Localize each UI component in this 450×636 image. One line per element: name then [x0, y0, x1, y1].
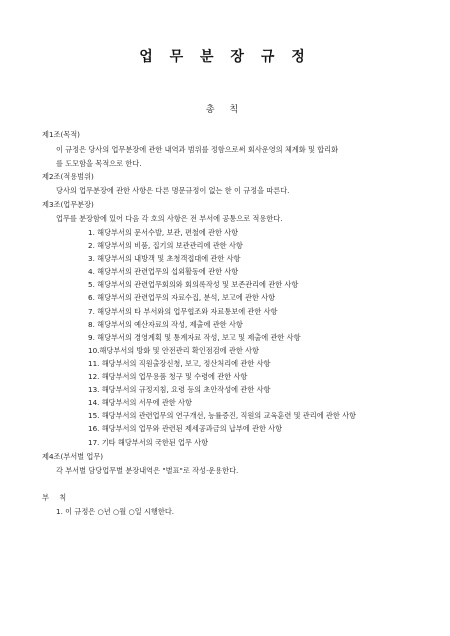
list-item: 17. 기타 해당부서의 국한된 업무 사항	[88, 437, 209, 447]
list-item: 13. 해당부서의 규정지침, 요령 등의 초안작성에 관한 사항	[88, 385, 271, 395]
supplementary-item-1: 1. 이 규정은 ○년 ○월 ○일 시행한다.	[56, 507, 175, 516]
article-2-body: 당사의 업무분장에 관한 사항은 다른 명문규정이 없는 한 이 규정을 따른다.	[56, 186, 290, 195]
list-item: 10.해당부서의 방화 및 안전관리 확인점검에 관한 사항	[88, 345, 259, 355]
article-3-heading: 제3조(업무분장)	[42, 200, 94, 209]
list-item: 9. 해당부서의 경영계획 및 통계자료 작성, 보고 및 제출에 관한 사항	[88, 332, 301, 342]
article-3-item-list	[88, 228, 356, 451]
document-title: 업 무 분 장 규 정	[139, 49, 311, 65]
article-1-body-line-1: 이 규정은 당사의 업무분장에 관한 내역과 범위를 정함으로써 회사운영의 체계화 및 합리화	[56, 145, 339, 154]
article-2-heading: 제2조(적용범위)	[42, 172, 94, 181]
article-4-heading: 제4조(부서별 업무)	[42, 452, 104, 461]
list-item: 5. 해당부서의 관련업무회의와 회의록작성 및 보존관리에 관한 사항	[88, 280, 299, 290]
list-item: 2. 해당부서의 비품, 집기의 보관관리에 관한 사항	[88, 241, 243, 251]
list-item: 8. 해당부서의 예산자료의 작성, 제출에 관한 사항	[88, 319, 243, 329]
section-title-general: 총 칙	[205, 105, 245, 115]
list-item: 7. 해당부서의 타 부서와의 업무협조와 자료통보에 관한 사항	[88, 306, 278, 316]
list-item: 6. 해당부서의 관련업무의 자료수집, 분석, 보고에 관한 사항	[88, 293, 276, 303]
list-item: 15. 해당부서의 관련업무의 연구개선, 능률증진, 직원의 교육훈련 및 관리에 관한 사항	[88, 411, 356, 421]
list-item: 11. 해당부서의 직원출장신청, 보고, 정산처리에 관한 사항	[88, 358, 271, 368]
list-item: 1. 해당부서의 문서수발, 보관, 편철에 관한 사항	[88, 228, 239, 237]
article-3-body: 업무를 분장함에 있어 다음 각 호의 사항은 전 부서에 공통으로 적용한다.	[56, 214, 283, 223]
supplementary-heading: 부 칙	[42, 493, 71, 502]
list-item: 14. 해당부서의 서무에 관한 사항	[88, 398, 192, 408]
list-item: 12. 해당부서의 업무용품 청구 및 수령에 관한 사항	[88, 372, 248, 382]
article-1-body-line-2: 를 도모함을 목적으로 한다.	[56, 159, 142, 168]
article-1-heading: 제1조(목적)	[42, 130, 80, 139]
list-item: 16. 해당부서의 업무와 관련된 제세공과금의 납부에 관한 사항	[88, 424, 283, 434]
list-item: 3. 해당부서의 내방객 및 초청객접대에 관한 사항	[88, 254, 241, 264]
list-item: 4. 해당부서의 관련업무의 섭외활동에 관한 사항	[88, 267, 239, 277]
article-4-body: 각 부서별 담당업무별 분장내역은 "별표"로 작성·운용한다.	[56, 466, 239, 475]
